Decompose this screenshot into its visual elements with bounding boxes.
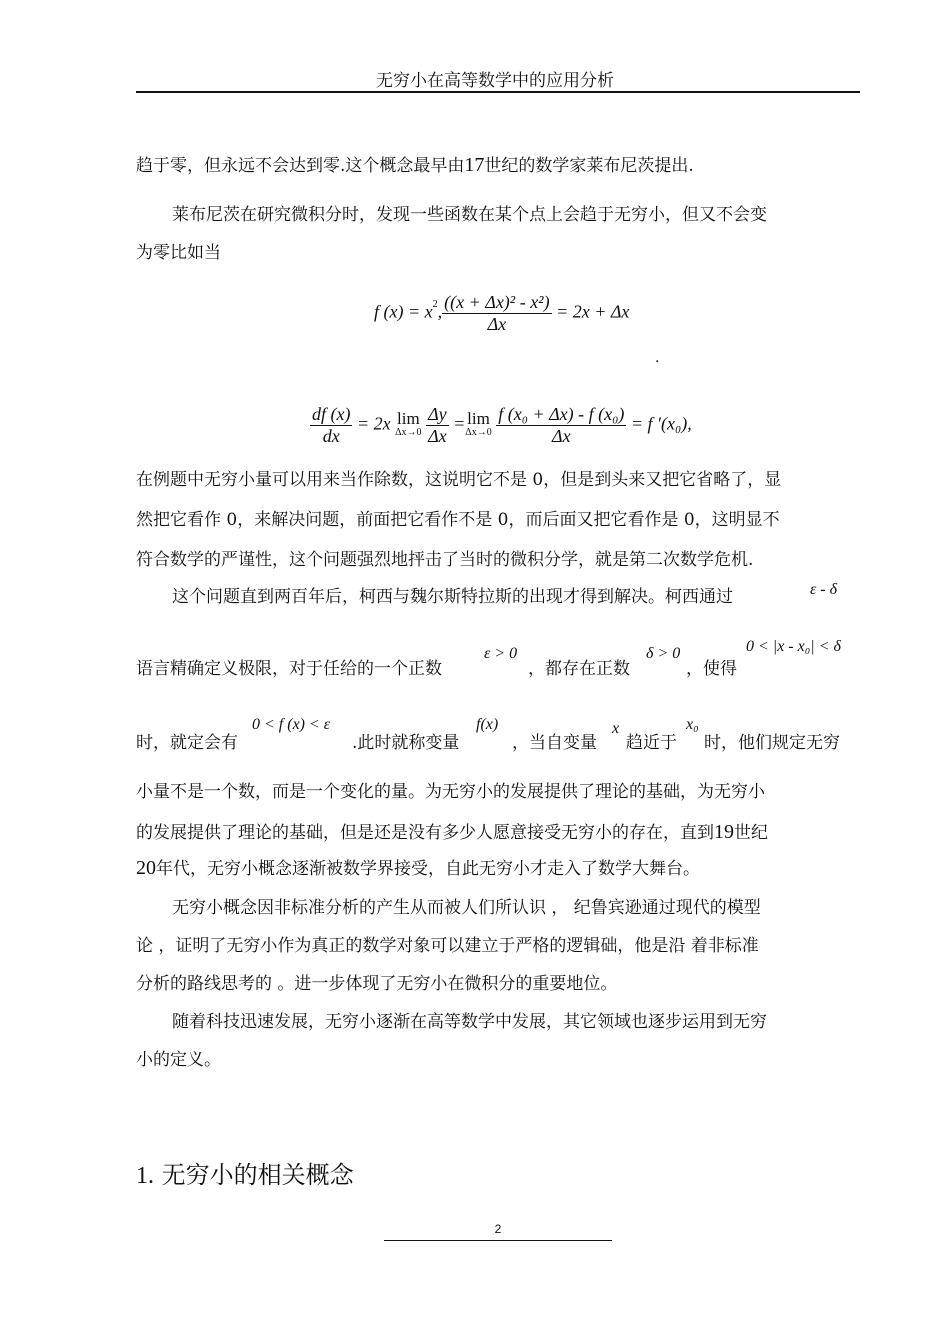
para5-line1: 无穷小概念因非标准分析的产生从而被人们所认识 ， 纪鲁宾逊通过现代的模型 (172, 898, 761, 918)
para6-line2: 小的定义。 (136, 1050, 221, 1070)
century-17: 17 (464, 154, 485, 176)
para3-line1: 在例题中无穷小量可以用来当作除数，这说明它不是 0，但是到头来又把它省略了，显 (136, 470, 782, 490)
formula-derivative-limit (310, 404, 692, 447)
formula2-num1: df (x) (312, 404, 351, 424)
para3-line2: 然把它看作 0，来解决问题，前面把它看作不是 0，而后面又把它看作是 0，这明显不 (136, 510, 780, 530)
formula-difference-quotient (374, 292, 629, 335)
para4-line5-text: 的发展提供了理论的基础，但是还是没有多少人愿意接受无穷小的存在，直到 (136, 823, 714, 843)
variable-x0: x₀ (686, 716, 699, 733)
formula1-numerator: ((x + Δx)² - x²) (444, 292, 550, 312)
para5-line2: 论 ，证明了无穷小作为真正的数学对象可以建立于严格的逻辑础，他是沿 着非标准 (136, 936, 759, 956)
para5-line3: 分析的路线思考的 。进一步体现了无穷小在微积分的重要地位。 (136, 974, 618, 994)
para4-line3d: 趋近于 (626, 733, 677, 753)
formula2-lim-b (465, 408, 492, 440)
para4-line2c: ，使得 (686, 659, 737, 679)
formula2-num3: f (x₀ + Δx) - f (x₀) (498, 404, 625, 424)
para2-line2: 为零比如当 (136, 243, 221, 263)
header-rule (136, 91, 860, 93)
para3-line3: 符合数学的严谨性，这个问题强烈地抨击了当时的微积分学，就是第二次数学危机. (136, 550, 754, 570)
formula2-lim-word-a: lim (397, 408, 420, 428)
formula2-lim-sub-b: Δx→0 (465, 426, 492, 438)
formula2-den3: Δx (552, 426, 571, 446)
section-title: 无穷小的相关概念 (161, 1161, 354, 1189)
decade-20: 20 (136, 857, 156, 879)
para4-line5-century: 世纪 (734, 823, 768, 843)
formula2-num2: Δy (428, 404, 447, 424)
para2-line1: 莱布尼茨在研究微积分时，发现一些函数在某个点上会趋于无穷小，但又不会变 (172, 205, 767, 225)
delta-positive: δ > 0 (646, 645, 681, 662)
page-number: 2 (494, 1222, 502, 1236)
para4-line2a: 语言精确定义极限，对于任给的一个正数 (136, 659, 442, 679)
footer-rule (384, 1240, 612, 1241)
formula1-denominator: Δx (487, 314, 507, 334)
formula1-comma: , (437, 301, 443, 322)
formula2-lim-word-b: lim (467, 408, 490, 428)
running-header: 无穷小在高等数学中的应用分析 (376, 71, 614, 91)
formula2-dfdx (310, 404, 352, 447)
para1-line1 (136, 155, 694, 176)
formula1-lhs: f (x) = x (374, 301, 433, 322)
para4-line6 (136, 858, 700, 879)
para1-text-a: 趋于零，但永远不会达到零.这个概念最早由 (136, 156, 465, 176)
function-bound: 0 < f (x) < ε (252, 716, 331, 733)
formula1-fraction (442, 292, 551, 335)
formula2-den1: dx (322, 426, 340, 446)
formula2-dydx (426, 404, 449, 447)
epsilon-delta: ε - δ (810, 581, 838, 598)
formula1-rhs: = 2x + Δx (556, 301, 630, 322)
para1-text-b: 世纪的数学家莱布尼茨提出. (484, 156, 694, 176)
variable-x: x (612, 720, 620, 737)
section-heading (136, 1160, 354, 1191)
formula1-period: . (655, 350, 660, 366)
formula1-exponent: 2 (432, 298, 438, 310)
formula2-lim-a (395, 408, 422, 440)
variable-fx: f(x) (476, 716, 499, 733)
formula2-quotient (496, 404, 626, 447)
para6-line1: 随着科技迅速发展，无穷小逐渐在高等数学中发展，其它领域也逐步运用到无穷 (172, 1012, 767, 1032)
formula2-eq1: = 2x (356, 413, 391, 434)
neighborhood-condition: 0 < |x - x₀| < δ (746, 638, 841, 655)
section-number: 1. (136, 1163, 154, 1189)
para4-line3b: .此时就称变量 (352, 733, 460, 753)
para4-line3c: ，当自变量 (512, 733, 597, 753)
formula2-eq2: = (453, 413, 466, 434)
formula2-den2: Δx (428, 426, 447, 446)
para4-line1: 这个问题直到两百年后，柯西与魏尔斯特拉斯的出现才得到解决。柯西通过 (172, 587, 733, 607)
century-19: 19 (714, 821, 734, 843)
para4-line5 (136, 822, 768, 843)
formula2-rhs: = f ′(x₀), (630, 413, 692, 434)
formula2-lim-sub-a: Δx→0 (395, 426, 422, 438)
para4-line3e: 时，他们规定无穷 (704, 733, 840, 753)
para4-line2b: ，都存在正数 (528, 659, 630, 679)
para4-line4: 小量不是一个数，而是一个变化的量。为无穷小的发展提供了理论的基础，为无穷小 (136, 782, 765, 802)
epsilon-positive: ε > 0 (484, 645, 518, 662)
para4-line3a: 时，就定会有 (136, 733, 238, 753)
para4-line6-text: 年代，无穷小概念逐渐被数学界接受，自此无穷小才走入了数学大舞台。 (156, 859, 700, 879)
